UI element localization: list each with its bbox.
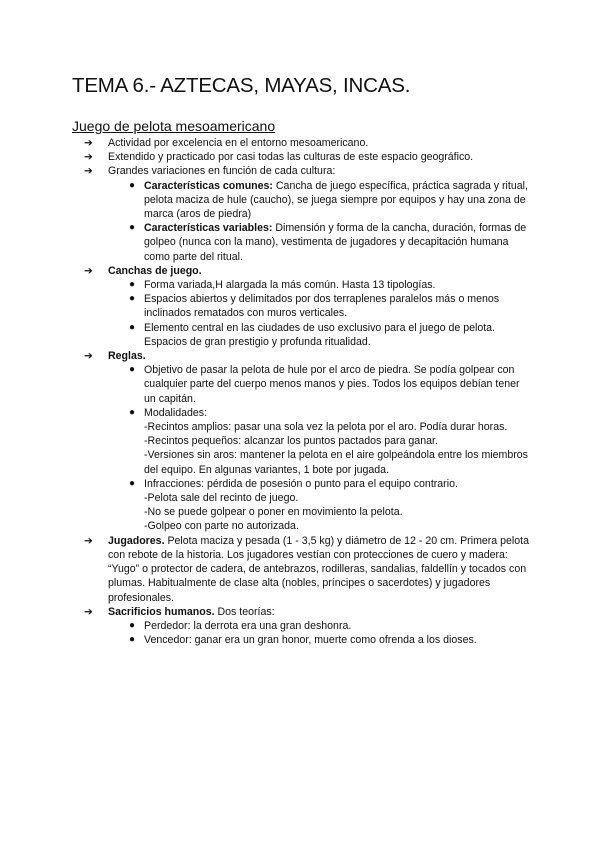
arrow-bullet-icon: ➔ (84, 350, 93, 363)
sub-list-item: ● Modalidades: (129, 406, 208, 419)
dot-bullet-icon: ● (129, 406, 136, 418)
arrow-bullet-icon: ➔ (84, 534, 93, 547)
content-list (72, 136, 532, 647)
arrow-bullet-icon: ➔ (84, 605, 93, 618)
sub-list-item: ● Características variables: Dimensión y forma de la cancha, duración, formas de golpeo (nunca con la mano), vestimenta de jugadores y decapitación humana como parte del ritual. (129, 222, 527, 263)
dot-bullet-icon: ● (129, 279, 136, 291)
section-heading: Juego de pelota mesoamericano (72, 118, 276, 134)
sub-list-item: ● Características comunes: Cancha de juego específica, práctica sagrada y ritual, pelota maciza de hule (caucho), se juega siempre por equipos y hay una zona de marca (aros de piedra) (129, 179, 528, 221)
sub-list-item: ● Elemento central en las ciudades de uso exclusivo para el juego de pelota. Espacios de gran prestigio y profunda ritualidad. (129, 321, 495, 348)
dot-bullet-icon: ● (129, 293, 136, 305)
dot-bullet-icon: ● (129, 222, 136, 234)
list-item: ➔ Sacrificios humanos. Dos teorías: (84, 605, 275, 618)
list-item: ➔ Canchas de juego. (84, 264, 202, 277)
arrow-bullet-icon: ➔ (84, 165, 93, 178)
dot-bullet-icon: ● (129, 619, 136, 631)
sub-list-item: ● Infracciones: pérdida de posesión o punto para el equipo contrario. (129, 477, 458, 490)
sub-list-line: -Pelota sale del recinto de juego. (144, 492, 299, 505)
list-item: ➔ Reglas. (84, 350, 146, 363)
arrow-bullet-icon: ➔ (84, 151, 93, 164)
dot-bullet-icon: ● (129, 321, 136, 333)
dot-bullet-icon: ● (129, 364, 136, 376)
sub-list-item: ● Espacios abiertos y delimitados por dos terraplenes paralelos más o menos inclinados rematados con muros verticales. (129, 293, 500, 320)
arrow-bullet-icon: ➔ (84, 264, 93, 277)
sub-list-item: ● Objetivo de pasar la pelota de hule por el arco de piedra. Se podía golpear con cualquier parte del cuerpo menos manos y pies. Todos los equipos debían tener un capitán. (129, 364, 520, 405)
sub-list-line: -Versiones sin aros: mantener la pelota en el aire golpeándola entre los miembros del equipo. En algunas variantes, 1 bote por jugada. (144, 449, 528, 476)
sub-list-item: ● Perdedor: la derrota era una gran deshonra. (129, 619, 352, 632)
sub-list-item: ● Vencedor: ganar era un gran honor, muerte como ofrenda a los dioses. (129, 634, 477, 647)
sub-list-line: -No se puede golpear o poner en movimiento la pelota. (144, 506, 403, 519)
arrow-bullet-icon: ➔ (84, 137, 93, 149)
dot-bullet-icon: ● (129, 179, 136, 191)
dot-bullet-icon: ● (129, 634, 136, 646)
sub-list-line: -Recintos amplios: pasar una sola vez la pelota por el aro. Podía durar horas. (144, 421, 508, 434)
list-item: ➔ Actividad por excelencia en el entorno mesoamericano. (84, 137, 369, 149)
list-item: ➔ Grandes variaciones en función de cada cultura: (84, 165, 336, 178)
sub-list-item: ● Forma variada,H alargada la más común. Hasta 13 tipologías. (129, 279, 436, 292)
list-item: ➔ Extendido y practicado por casi todas las culturas de este espacio geográfico. (84, 151, 474, 164)
page-title: TEMA 6.- AZTECAS, MAYAS, INCAS. (72, 74, 411, 97)
dot-bullet-icon: ● (129, 477, 136, 489)
sub-list-line: -Golpeo con parte no autorizada. (144, 520, 299, 533)
list-item: ➔ Jugadores. Pelota maciza y pesada (1 - 3,5 kg) y diámetro de 12 - 20 cm. Primera pelota con rebote de la historia. Los jugadores vestían con protecciones de cuero y madera: “Yugo” o protector de cadera, de antebrazos, rodilleras, sandalias, faldellín y tocados con plumas. Habitualmente de clase alta (nobles, príncipes o sacerdotes) y jugadores profesionales. (84, 534, 530, 604)
sub-list-line: -Recintos pequeños: alcanzar los puntos pactados para ganar. (144, 435, 438, 448)
